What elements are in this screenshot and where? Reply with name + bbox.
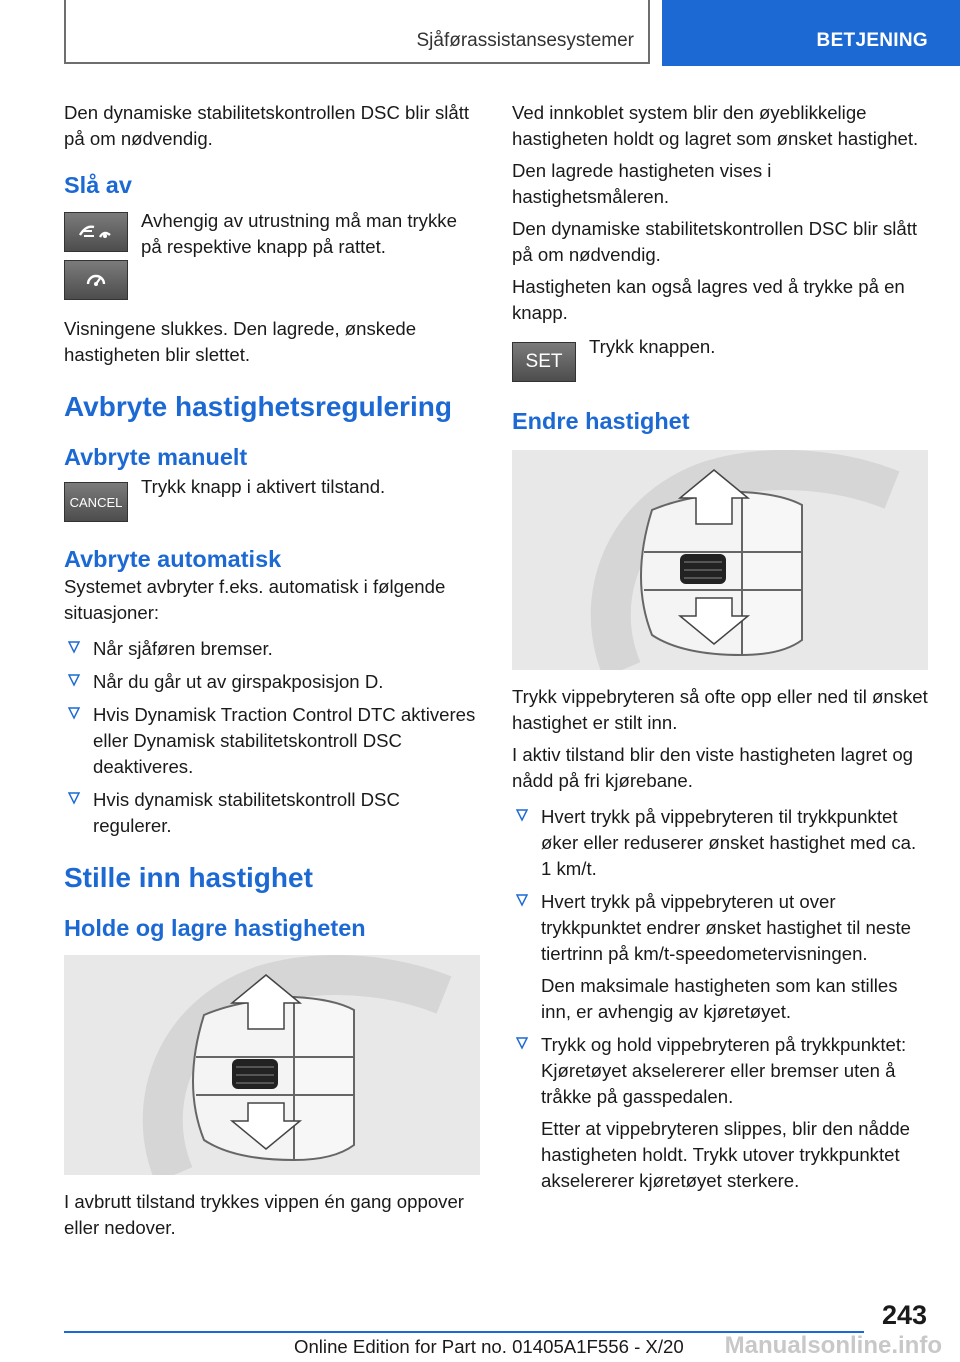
cancel-row bbox=[64, 474, 480, 524]
right-paragraph-3: Den dynamiske stabilitetskontrollen DSC blir slått på om nødvendig. bbox=[512, 218, 918, 265]
watermark: Manualsonline.info bbox=[724, 1332, 942, 1359]
sla-av-text: Avhengig av utrustning må man trykke på respektive knapp på rattet. bbox=[141, 210, 457, 257]
sla-av-row bbox=[64, 208, 480, 304]
cruise-control-button-icon bbox=[64, 212, 128, 252]
right-paragraph-5: Trykk vippebryteren så ofte opp eller ned til ønsket hastighet er stilt inn. bbox=[512, 686, 928, 733]
list-item: Når sjåføren bremser. bbox=[64, 636, 480, 662]
triangle-bullet-icon bbox=[68, 641, 80, 654]
cancel-text: Trykk knapp i aktivert tilstand. bbox=[141, 476, 386, 497]
heading-sla-av: Slå av bbox=[64, 172, 132, 198]
set-row bbox=[512, 334, 928, 386]
header-chapter-tab bbox=[662, 0, 960, 66]
heading-avbryte: Avbryte hastighetsregulering bbox=[64, 391, 452, 422]
automatisk-paragraph: Systemet avbryter f.eks. automatisk i følgende situasjoner: bbox=[64, 576, 446, 623]
right-paragraph-6: I aktiv tilstand blir den viste hastigheten lagret og nådd på fri kjørebane. bbox=[512, 744, 914, 791]
list-item: Hvis dynamisk stabilitetskontroll DSC regulerer. bbox=[64, 787, 480, 839]
steering-wheel-rocker-photo bbox=[64, 955, 480, 1175]
list-item: Når du går ut av girspakposisjon D. bbox=[64, 669, 480, 695]
visning-paragraph: Visningene slukkes. Den lagrede, ønskede hastigheten blir slettet. bbox=[64, 318, 417, 365]
set-text: Trykk knappen. bbox=[589, 336, 716, 357]
page-number: 243 bbox=[881, 1300, 927, 1330]
heading-avbryte-manuelt: Avbryte manuelt bbox=[64, 444, 248, 470]
header-section-title: Sjåførassistansesystemer bbox=[416, 30, 634, 51]
list-item: Hvis Dynamisk Traction Control DTC aktiveres eller Dynamisk stabilitetskontroll DSC deaktiveres. bbox=[64, 702, 480, 780]
photo-caption: I avbrutt tilstand trykkes vippen én gang oppover eller nedover. bbox=[64, 1191, 465, 1238]
list-item-note: Den maksimale hastigheten som kan stilles inn, er avhengig av kjøretøyet. bbox=[541, 975, 898, 1022]
list-item: Trykk og hold vippebryteren på trykkpunktet: Kjøretøyet akselererer eller bremser uten å tråkke på gasspedalen. Etter at vippebryteren slippes, blir den nådde hastigheten holdt. Trykk utover trykkpunktet akselererer kjøretøyet sterkere. bbox=[512, 1032, 928, 1194]
endre-bullet-list bbox=[512, 804, 928, 1194]
triangle-bullet-icon bbox=[516, 1037, 528, 1050]
heading-avbryte-automatisk: Avbryte automatisk bbox=[64, 546, 282, 572]
triangle-bullet-icon bbox=[68, 674, 80, 687]
intro-paragraph: Den dynamiske stabilitetskontrollen DSC blir slått på om nødvendig. bbox=[64, 102, 470, 149]
right-paragraph-1: Ved innkoblet system blir den øyeblikkelige hastigheten holdt og lagret som ønsket hastighet. bbox=[512, 102, 919, 149]
cancel-button-label: CANCEL bbox=[69, 494, 123, 510]
right-paragraph-4: Hastigheten kan også lagres ved å trykke på en knapp. bbox=[512, 276, 905, 323]
steering-wheel-rocker-photo-2 bbox=[512, 450, 928, 670]
list-item: Hvert trykk på vippebryteren til trykkpunktet øker eller reduserer ønsket hastighet med ca. 1 km/t. bbox=[512, 804, 928, 882]
speed-limiter-button-icon bbox=[64, 260, 128, 300]
left-column bbox=[64, 100, 480, 1247]
automatisk-bullet-list bbox=[64, 636, 480, 839]
heading-stille-inn: Stille inn hastighet bbox=[64, 862, 313, 893]
right-paragraph-2: Den lagrede hastigheten vises i hastighetsmåleren. bbox=[512, 160, 772, 207]
cancel-button-icon bbox=[64, 482, 128, 522]
header-chapter-title: BETJENING bbox=[816, 30, 928, 51]
right-column bbox=[512, 100, 928, 1201]
header-section-box bbox=[64, 0, 650, 64]
footer-edition: Online Edition for Part no. 01405A1F556 - X/20 bbox=[294, 1336, 684, 1357]
triangle-bullet-icon bbox=[516, 809, 528, 822]
heading-endre-hastighet: Endre hastighet bbox=[512, 408, 690, 434]
set-button-icon bbox=[512, 342, 576, 382]
set-button-label: SET bbox=[525, 351, 563, 372]
heading-holde-lagre: Holde og lagre hastigheten bbox=[64, 915, 366, 941]
triangle-bullet-icon bbox=[68, 792, 80, 805]
triangle-bullet-icon bbox=[516, 894, 528, 907]
triangle-bullet-icon bbox=[68, 707, 80, 720]
list-item: Hvert trykk på vippebryteren ut over trykkpunktet endrer ønsket hastighet til neste tiertrinn på km/t-speedometervisningen. Den maksimale hastigheten som kan stilles inn, er avhengig av kjøretøyet. bbox=[512, 889, 928, 1025]
list-item-note: Etter at vippebryteren slippes, blir den nådde hastigheten holdt. Trykk utover trykkpunktet akselererer kjøretøyet sterkere. bbox=[541, 1118, 910, 1191]
